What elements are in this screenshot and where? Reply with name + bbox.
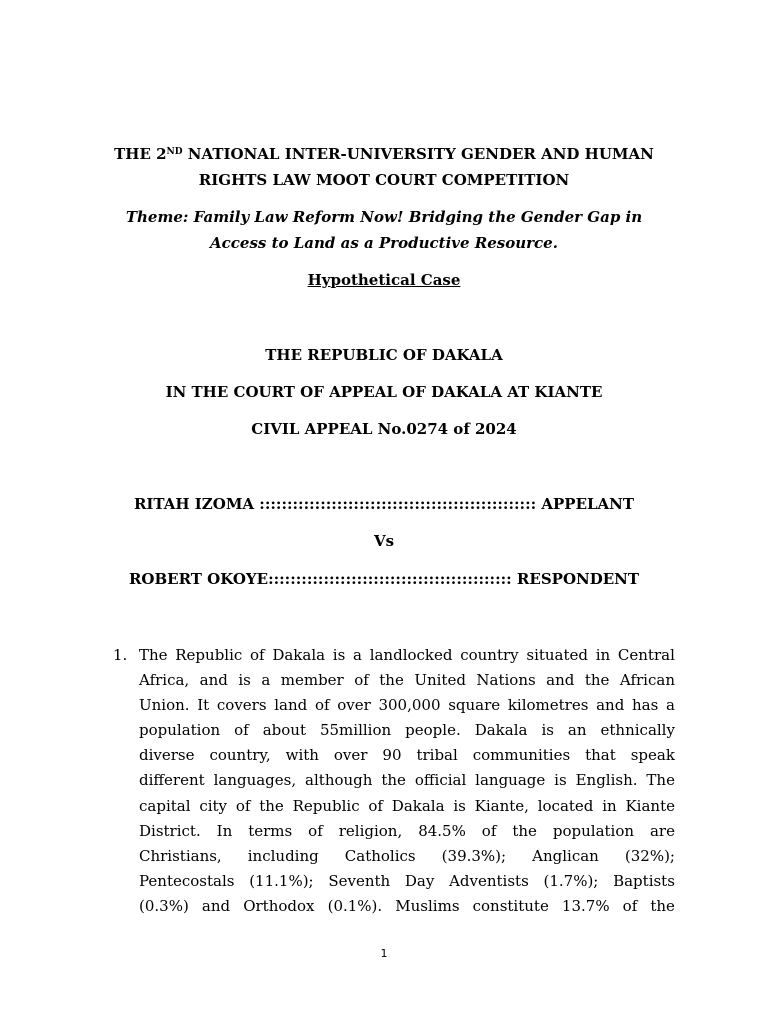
paragraph-line: capital city of the Republic of Dakala is Kiante, located in Kiante <box>139 796 675 815</box>
competition-title-line-2: RIGHTS LAW MOOT COURT COMPETITION <box>198 171 570 189</box>
competition-title-line-1 <box>0 141 768 167</box>
paragraph-line: (0.3%) and Orthodox (0.1%). Muslims constitute 13.7% of the <box>139 896 675 915</box>
theme-line-2: Access to Land as a Productive Resource. <box>210 234 558 252</box>
paragraph-line: diverse country, with over 90 tribal communities that speak <box>139 746 675 765</box>
paragraph-line: Pentecostals (11.1%); Seventh Day Adventists (1.7%); Baptists <box>139 871 675 890</box>
paragraph-line: population of about 55million people. Dakala is an ethnically <box>139 721 675 740</box>
paragraph-line: District. In terms of religion, 84.5% of the population are <box>139 821 675 840</box>
title-prefix: THE 2 <box>114 145 167 163</box>
paragraph-line: The Republic of Dakala is a landlocked country situated in Central <box>139 646 675 664</box>
versus-label: Vs <box>373 532 395 550</box>
paragraph-line: different languages, although the official language is English. The <box>139 771 675 790</box>
hypothetical-case-heading: Hypothetical Case <box>307 271 461 289</box>
paragraph-line: Africa, and is a member of the United Nations and the African <box>139 671 675 690</box>
case-number-heading: CIVIL APPEAL No.0274 of 2024 <box>251 420 517 438</box>
appellant-line: RITAH IZOMA :::::::::::::::::::::::::::::::::::::::::::::::::: APPELANT <box>133 495 635 513</box>
paragraph-line: Union. It covers land of over 300,000 square kilometres and has a <box>139 696 675 715</box>
title-superscript: ND <box>166 147 183 157</box>
paragraph-number: 1. <box>113 646 128 664</box>
court-heading: IN THE COURT OF APPEAL OF DAKALA AT KIANTE <box>165 383 603 401</box>
paragraph-line: Christians, including Catholics (39.3%); Anglican (32%); <box>139 846 675 865</box>
paragraph-text <box>139 643 675 919</box>
page-number: 1 <box>380 947 388 960</box>
title-rest: NATIONAL INTER-UNIVERSITY GENDER AND HUMAN <box>182 145 654 163</box>
respondent-line: ROBERT OKOYE:::::::::::::::::::::::::::::::::::::::::::: RESPONDENT <box>128 570 640 588</box>
theme-line-1: Theme: Family Law Reform Now! Bridging the Gender Gap in <box>125 208 643 226</box>
republic-heading: THE REPUBLIC OF DAKALA <box>265 346 503 364</box>
